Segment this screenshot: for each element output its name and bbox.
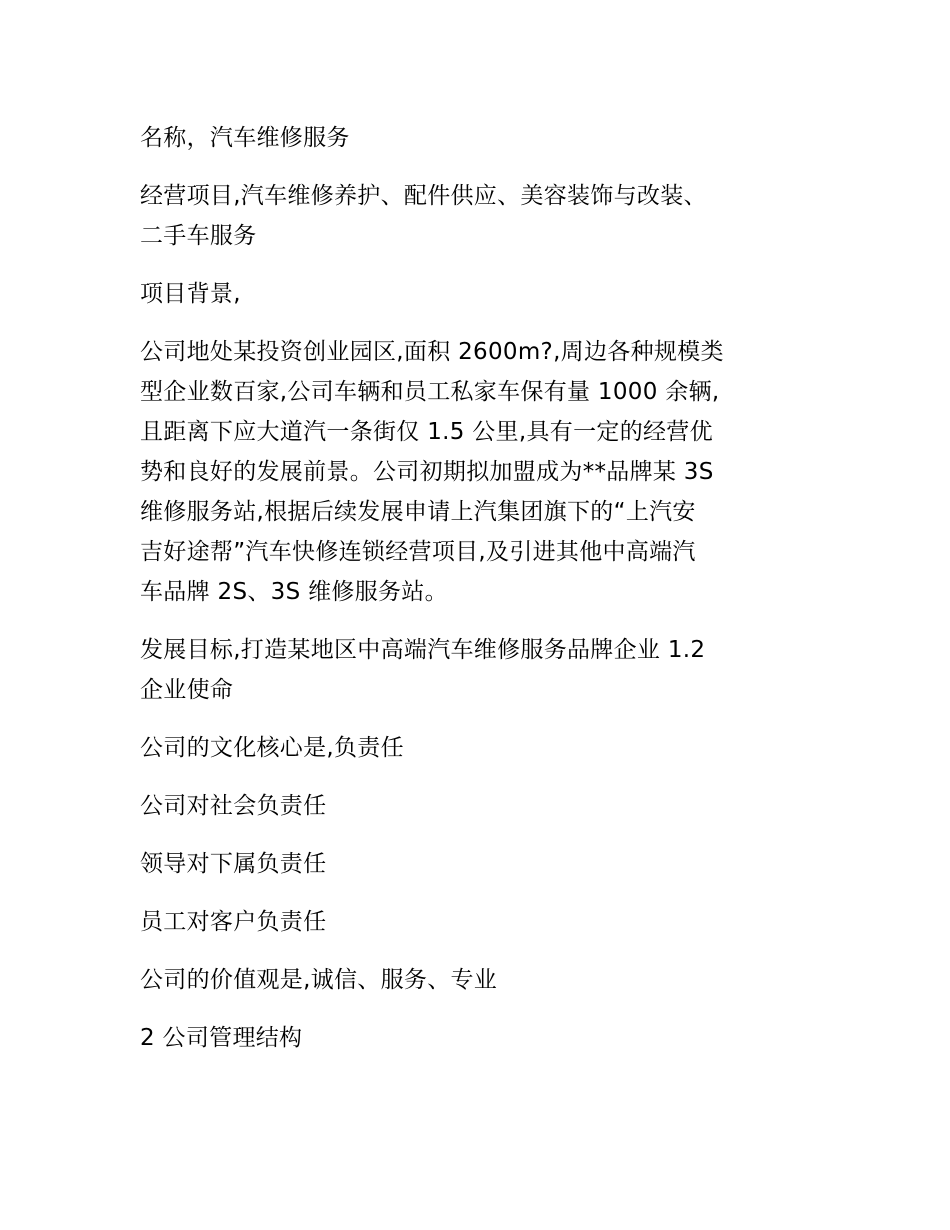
text-line: 公司的价值观是,诚信、服务、专业 [140,967,498,993]
text-line: 员工对客户负责任 [140,909,327,935]
paragraph-name [140,118,820,158]
text-line: 型企业数百家,公司车辆和员工私家车保有量 1000 余辆, [140,379,720,405]
text-line: 公司地处某投资创业园区,面积 2600m?,周边各种规模类 [140,339,724,365]
section-heading-management-structure [140,1018,820,1058]
text-line: 项目背景, [140,281,241,307]
text-line: 2 公司管理结构 [140,1025,303,1051]
text-line: 维修服务站,根据后续发展申请上汽集团旗下的“上汽安 [140,499,696,525]
text-line: 公司对社会负责任 [140,793,327,819]
text-line: 车品牌 2S、3S 维修服务站。 [140,579,448,605]
paragraph-development-goal [140,630,820,710]
text-line: 发展目标,打造某地区中高端汽车维修服务品牌企业 1.2 [140,637,706,663]
text-line: 企业使命 [140,677,234,703]
text-line: 二手车服务 [140,223,257,249]
paragraph-values [140,960,820,1000]
text-line: 势和良好的发展前景。公司初期拟加盟成为**品牌某 3S [140,459,714,485]
text-line: 经营项目,汽车维修养护、配件供应、美容装饰与改装、 [140,183,707,209]
paragraph-culture-core [140,728,820,768]
text-line: 领导对下属负责任 [140,851,327,877]
text-line: 吉好途帮”汽车快修连锁经营项目,及引进其他中高端汽 [140,539,696,565]
text-line: 且距离下应大道汽一条街仅 1.5 公里,具有一定的经营优 [140,419,713,445]
paragraph-background-heading [140,274,820,314]
text-line: 名称，汽车维修服务 [140,125,350,151]
paragraph-company-responsibility [140,786,820,826]
paragraph-employee-responsibility [140,902,820,942]
paragraph-background-body [140,332,820,612]
paragraph-business-scope [140,176,820,256]
text-line: 公司的文化核心是,负责任 [140,735,404,761]
paragraph-leader-responsibility [140,844,820,884]
